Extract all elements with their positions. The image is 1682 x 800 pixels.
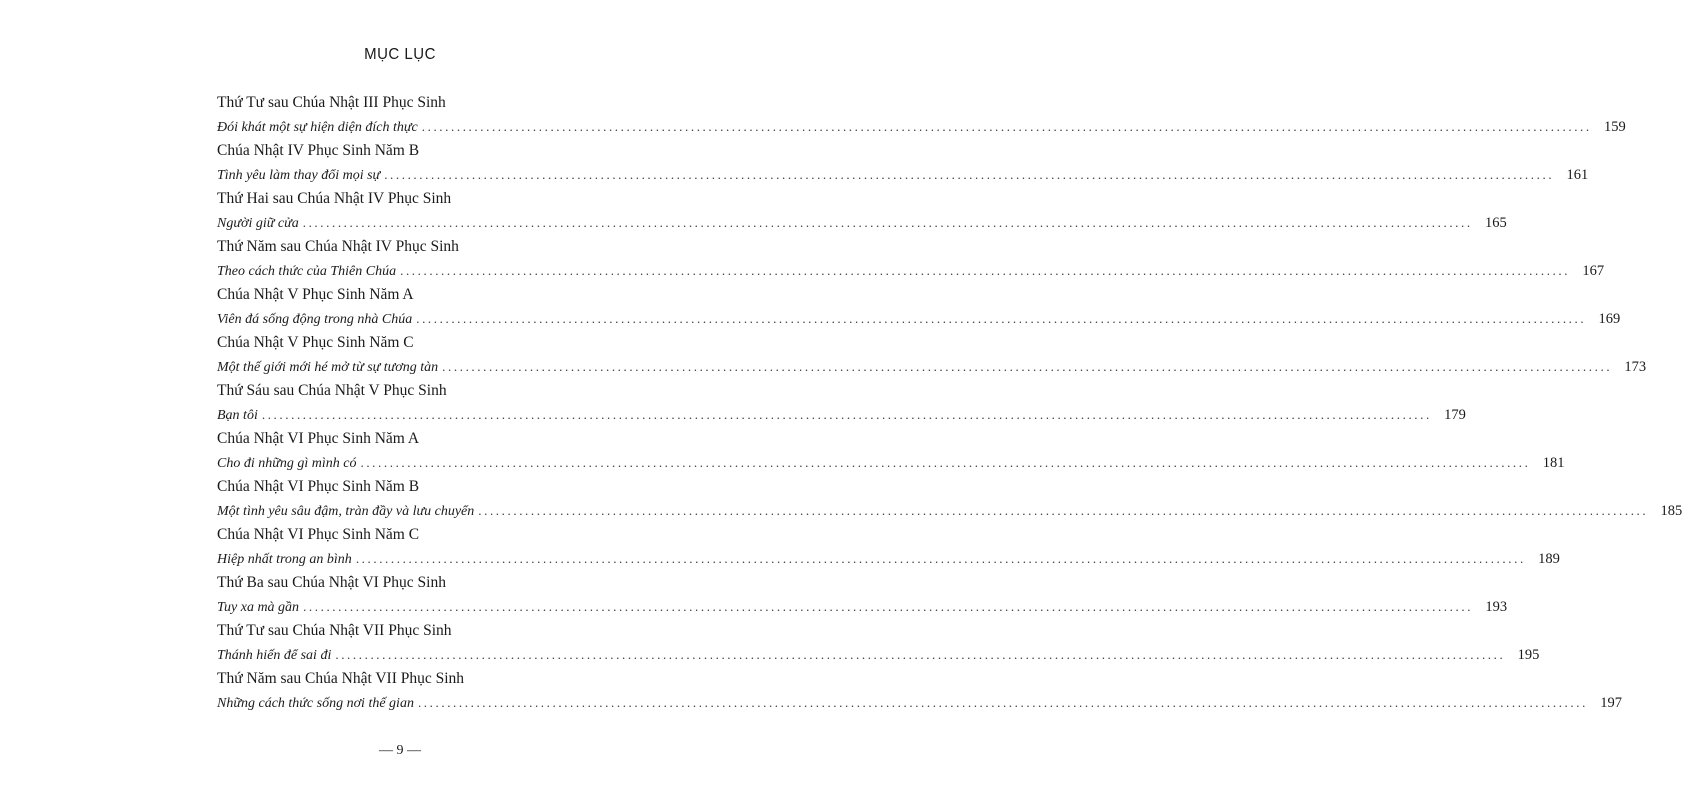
toc-entry [217,309,1621,329]
toc-leader-dots: ........................................................................................................................................................................................................ [400,263,1571,278]
toc-leader-dots: ........................................................................................................................................................................................................ [416,311,1587,326]
toc-heading: Chúa Nhật V Phục Sinh Năm C [217,334,414,351]
toc-entry-page: 197 [1600,695,1622,711]
toc-entry-title: Người giữ cửa [217,216,299,231]
toc-leader-dots: ........................................................................................................................................................................................................ [302,215,1473,230]
toc-heading: Chúa Nhật VI Phục Sinh Năm B [217,478,420,495]
toc-entry-page: 179 [1444,407,1466,423]
toc-section [217,669,1622,717]
toc-entry-page: 185 [1660,503,1682,519]
toc-heading: Thứ Ba sau Chúa Nhật VI Phục Sinh [217,574,446,591]
toc-entry [217,405,1466,425]
toc-heading: Chúa Nhật IV Phục Sinh Năm B [217,142,420,159]
toc-leader-dots: ........................................................................................................................................................................................................ [261,407,1432,422]
toc-entry-title: Một thế giới mới hé mở từ sự tương tàn [217,360,439,375]
toc-entry [217,693,1622,713]
toc-leader-dots: ........................................................................................................................................................................................................ [478,503,1649,518]
toc-heading: Thứ Tư sau Chúa Nhật III Phục Sinh [217,94,446,111]
page-title: MỤC LỤC [364,45,436,64]
toc-entry [217,501,1682,521]
toc-section [217,333,1647,381]
toc-heading: Chúa Nhật V Phục Sinh Năm A [217,286,414,303]
toc-section [217,189,1507,237]
toc-entry-page: 189 [1538,551,1560,567]
table-of-contents [217,93,1682,717]
toc-entry [217,117,1626,137]
toc-entry [217,549,1560,569]
toc-entry-page: 167 [1582,263,1605,279]
toc-entry-title: Đói khát một sự hiện diện đích thực [217,120,418,135]
toc-entry-page: 159 [1604,119,1626,135]
toc-heading: Thứ Sáu sau Chúa Nhật V Phục Sinh [217,382,447,399]
toc-section [217,381,1466,429]
toc-section [217,93,1626,141]
page-number: — 9 — [379,743,421,758]
toc-section [217,141,1589,189]
toc-entry-title: Viên đá sống động trong nhà Chúa [217,312,413,327]
toc-entry [217,261,1605,281]
toc-entry-page: 161 [1566,167,1589,183]
toc-leader-dots: ........................................................................................................................................................................................................ [335,647,1506,662]
toc-section [217,525,1560,573]
toc-entry-title: Thánh hiến để sai đi [217,648,332,663]
toc-entry-title: Cho đi những gì mình có [217,456,357,471]
toc-entry-title: Một tình yêu sâu đậm, tràn đầy và lưu chuyển [217,504,475,519]
toc-heading: Thứ Năm sau Chúa Nhật IV Phục Sinh [217,238,459,255]
toc-section [217,573,1508,621]
toc-heading: Chúa Nhật VI Phục Sinh Năm A [217,430,420,447]
toc-entry-title: Tình yêu làm thay đổi mọi sự [217,168,381,183]
toc-heading: Chúa Nhật VI Phục Sinh Năm C [217,526,420,543]
toc-entry [217,453,1565,473]
toc-entry-title: Hiệp nhất trong an bình [217,552,352,567]
toc-entry-title: Bạn tôi [217,408,258,423]
toc-entry [217,645,1540,665]
toc-entry-title: Những cách thức sống nơi thế gian [217,696,414,711]
toc-leader-dots: ........................................................................................................................................................................................................ [355,551,1526,566]
toc-section [217,621,1540,669]
toc-entry-page: 193 [1485,599,1508,615]
toc-section [217,237,1605,285]
toc-entry [217,213,1507,233]
toc-leader-dots: ........................................................................................................................................................................................................ [303,599,1474,614]
toc-leader-dots: ........................................................................................................................................................................................................ [417,695,1588,710]
toc-heading: Thứ Năm sau Chúa Nhật VII Phục Sinh [217,670,465,687]
toc-entry-title: Tuy xa mà gần [217,600,300,615]
toc-entry [217,357,1647,377]
toc-entry-page: 195 [1517,647,1540,663]
toc-entry-page: 165 [1484,215,1507,231]
toc-section [217,285,1621,333]
toc-section [217,429,1565,477]
toc-leader-dots: ........................................................................................................................................................................................................ [421,119,1592,134]
toc-entry-page: 173 [1624,359,1647,375]
toc-entry-page: 169 [1598,311,1621,327]
toc-heading: Thứ Tư sau Chúa Nhật VII Phục Sinh [217,622,452,639]
toc-leader-dots: ........................................................................................................................................................................................................ [442,359,1613,374]
toc-leader-dots: ........................................................................................................................................................................................................ [384,167,1555,182]
toc-entry [217,165,1589,185]
toc-entry [217,597,1508,617]
toc-entry-page: 181 [1542,455,1565,471]
toc-entry-title: Theo cách thức của Thiên Chúa [217,264,397,279]
toc-leader-dots: ........................................................................................................................................................................................................ [360,455,1531,470]
toc-section [217,477,1682,525]
toc-heading: Thứ Hai sau Chúa Nhật IV Phục Sinh [217,190,452,207]
